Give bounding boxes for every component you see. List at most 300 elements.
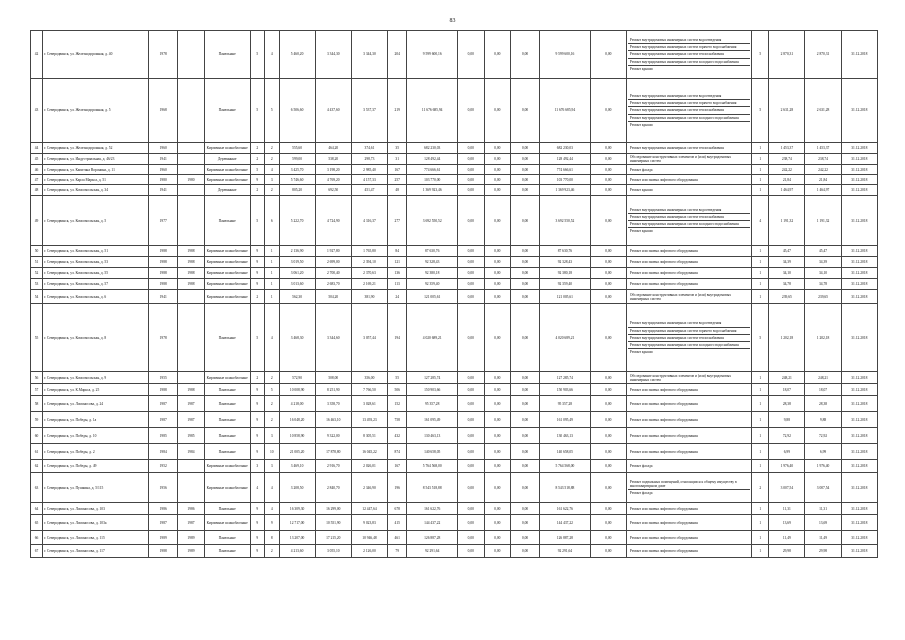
cell-date: 31.12.2018 bbox=[841, 444, 877, 460]
cell-f3: 0,00 bbox=[511, 473, 540, 503]
cell-date: 31.12.2018 bbox=[841, 185, 877, 196]
cell-lim: 1 453,37 bbox=[805, 143, 841, 154]
cell-date: 31.12.2018 bbox=[841, 503, 877, 515]
cell-y1: 1985 bbox=[149, 428, 178, 444]
cell-n: 50 bbox=[31, 246, 43, 257]
cell-s2: 16 299,00 bbox=[315, 503, 351, 515]
cell-s2: 3 358,70 bbox=[315, 396, 351, 412]
cell-address: г. Северодвинск, ул. Ломоносова, д. 115 bbox=[43, 531, 149, 545]
cell-s2: 10 551,90 bbox=[315, 515, 351, 531]
cell-fl: 9 bbox=[250, 257, 264, 268]
cell-u: 34,10 bbox=[769, 268, 805, 279]
cell-fl: 4 bbox=[250, 473, 264, 503]
cell-n: 53 bbox=[31, 279, 43, 290]
cell-fl: 5 bbox=[250, 304, 264, 372]
cell-u: 3 007,54 bbox=[769, 473, 805, 503]
cell-res: 678 bbox=[388, 503, 407, 515]
cell-address: г. Северодвинск, ул. Железнодорожная, д. 52 bbox=[43, 143, 149, 154]
table-row bbox=[31, 503, 878, 515]
cell-fl: 9 bbox=[250, 175, 264, 185]
cell-fl: 9 bbox=[250, 246, 264, 257]
work-item: Ремонт или замена лифтового оборудования bbox=[629, 417, 698, 422]
table-row bbox=[31, 372, 878, 384]
cell-res: 113 bbox=[388, 279, 407, 290]
cell-fl: 9 bbox=[250, 515, 264, 531]
cell-en: 2 bbox=[265, 545, 279, 558]
work-item: Ремонт внутридомовых инженерных систем холодного водоснабжения bbox=[628, 221, 750, 228]
cell-date: 31.12.2018 bbox=[841, 279, 877, 290]
cell-date: 31.12.2018 bbox=[841, 460, 877, 473]
table-row bbox=[31, 473, 878, 503]
cell-fl: 2 bbox=[250, 154, 264, 165]
work-item: Ремонт внутридомовых инженерных систем горячего водоснабжения bbox=[628, 44, 750, 51]
cell-address: г. Северодвинск, ул. Комсомольская, д. 9 bbox=[43, 372, 149, 384]
cell-s3: 451,47 bbox=[351, 185, 387, 196]
cell-f2: 0,00 bbox=[484, 304, 511, 372]
cell-lim: 1 191,32 bbox=[805, 196, 841, 246]
cell-f3: 0,00 bbox=[511, 268, 540, 279]
cell-res: 432 bbox=[388, 428, 407, 444]
cell-f3: 0,00 bbox=[511, 143, 540, 154]
cell-fl: 9 bbox=[250, 545, 264, 558]
cell-s1: 3 208,50 bbox=[279, 473, 315, 503]
cell-date: 31.12.2018 bbox=[841, 372, 877, 384]
works-cell bbox=[626, 290, 751, 304]
cell-n: 66 bbox=[31, 531, 43, 545]
cell-s3: 16 045,22 bbox=[351, 444, 387, 460]
cell-lim: 11,49 bbox=[805, 531, 841, 545]
cell-mat: Кирпичные шлакоблочные bbox=[204, 246, 250, 257]
cell-u: 6,99 bbox=[769, 444, 805, 460]
cell-s1: 3 468,30 bbox=[279, 304, 315, 372]
work-item: Ремонт или замена лифтового оборудования bbox=[629, 401, 698, 406]
cell-s3: 12 447,64 bbox=[351, 503, 387, 515]
cell-f3: 0,00 bbox=[511, 503, 540, 515]
cell-date: 31.12.2018 bbox=[841, 384, 877, 396]
cell-date: 31.12.2018 bbox=[841, 154, 877, 165]
cell-lim: 2 870,31 bbox=[805, 31, 841, 79]
cell-own: 92 328,43 bbox=[540, 257, 591, 268]
work-item: Ремонт или замена лифтового оборудования bbox=[629, 387, 698, 392]
cell-en: 4 bbox=[265, 473, 279, 503]
cell-lim: 21,84 bbox=[805, 175, 841, 185]
cell-address: г. Северодвинск, ул. Индустриальная, д. 46/23 bbox=[43, 154, 149, 165]
cell-address: г. Северодвинск, ул. Комсомольская, д. 6 bbox=[43, 290, 149, 304]
cell-s2: 2 699,00 bbox=[315, 257, 351, 268]
work-item: Ремонт внутридомовых инженерных систем водоотведения bbox=[628, 207, 750, 214]
cell-y2: 1988 bbox=[178, 257, 205, 268]
cell-s2: 3 344,60 bbox=[315, 304, 351, 372]
work-item: Обследование конструктивных элементов и (или) внутридомовых инженерных систем bbox=[629, 155, 732, 164]
cell-s2: 2 700,40 bbox=[315, 268, 351, 279]
cell-f2: 0,00 bbox=[484, 503, 511, 515]
cell-n: 61 bbox=[31, 444, 43, 460]
cell-own: 95 357,28 bbox=[540, 396, 591, 412]
cell-n: 58 bbox=[31, 396, 43, 412]
cell-s3: 4 316,37 bbox=[351, 196, 387, 246]
cell-u: 9,88 bbox=[769, 412, 805, 428]
cell-total: 92 291,64 bbox=[407, 545, 458, 558]
table-row bbox=[31, 545, 878, 558]
cell-res: 121 bbox=[388, 257, 407, 268]
cell-u: 29,98 bbox=[769, 545, 805, 558]
cell-lim: 34,78 bbox=[805, 279, 841, 290]
cell-date: 31.12.2018 bbox=[841, 304, 877, 372]
cell-n: 48 bbox=[31, 185, 43, 196]
cell-address: г. Северодвинск, ул. Ломоносова, д. 103 bbox=[43, 503, 149, 515]
cell-f2: 0,00 bbox=[484, 246, 511, 257]
cell-mat: Панельные bbox=[204, 545, 250, 558]
cell-f3: 0,00 bbox=[511, 185, 540, 196]
works-cell bbox=[626, 143, 751, 154]
cell-date: 31.12.2018 bbox=[841, 290, 877, 304]
cell-lim: 1 202,18 bbox=[805, 304, 841, 372]
cell-address: г. Северодвинск, ул. Комсомольская, д. 34 bbox=[43, 185, 149, 196]
cell-u: 18,07 bbox=[769, 384, 805, 396]
cell-mat: Кирпичные шлакоблочные bbox=[204, 143, 250, 154]
cell-y1: 1986 bbox=[149, 503, 178, 515]
cell-f3: 0,00 bbox=[511, 79, 540, 143]
cell-s3: 3 057,44 bbox=[351, 304, 387, 372]
cell-y2 bbox=[178, 290, 205, 304]
cell-q: 1 bbox=[752, 143, 769, 154]
cell-y1: 1989 bbox=[149, 531, 178, 545]
cell-total: 128 492,44 bbox=[407, 154, 458, 165]
work-item: Ремонт внутридомовых инженерных систем теплоснабжения bbox=[628, 214, 750, 221]
cell-n: 67 bbox=[31, 545, 43, 558]
cell-y1: 1988 bbox=[149, 384, 178, 396]
cell-u: 34,39 bbox=[769, 257, 805, 268]
cell-f1: 0,00 bbox=[458, 531, 485, 545]
works-cell bbox=[626, 372, 751, 384]
table-row bbox=[31, 246, 878, 257]
cell-n: 46 bbox=[31, 165, 43, 175]
cell-mat: Кирпичные шлакоблочные bbox=[204, 290, 250, 304]
cell-q: 1 bbox=[752, 165, 769, 175]
cell-s2: 3 344,30 bbox=[315, 31, 351, 79]
cell-f2: 0,00 bbox=[484, 268, 511, 279]
cell-res: 167 bbox=[388, 165, 407, 175]
work-item: Ремонт подвальных помещений, относящихся к общему имуществу в многоквартирном доме bbox=[628, 479, 750, 490]
cell-total: 150 903,66 bbox=[407, 384, 458, 396]
cell-fl: 9 bbox=[250, 268, 264, 279]
cell-y1: 1984 bbox=[149, 444, 178, 460]
cell-fl: 5 bbox=[250, 79, 264, 143]
cell-total: 87 630,76 bbox=[407, 246, 458, 257]
cell-own: 161 622,76 bbox=[540, 503, 591, 515]
cell-f4: 0,00 bbox=[590, 473, 626, 503]
cell-en: 10 bbox=[265, 444, 279, 460]
cell-f3: 0,00 bbox=[511, 545, 540, 558]
table-row bbox=[31, 279, 878, 290]
cell-y2: 1988 bbox=[178, 279, 205, 290]
work-item: Ремонт внутридомовых инженерных систем холодного водоснабжения bbox=[628, 59, 750, 66]
page-number: 83 bbox=[449, 18, 456, 24]
cell-n: 44 bbox=[31, 143, 43, 154]
work-item: Ремонт крыши bbox=[629, 122, 653, 127]
cell-n: 49 bbox=[31, 196, 43, 246]
cell-lim: 28,38 bbox=[805, 396, 841, 412]
work-item: Ремонт или замена лифтового оборудования bbox=[629, 249, 698, 254]
cell-q: 1 bbox=[752, 384, 769, 396]
cell-mat: Кирпичные шлакоблочные bbox=[204, 515, 250, 531]
cell-en: 3 bbox=[265, 460, 279, 473]
cell-en: 5 bbox=[265, 384, 279, 396]
cell-s3: 374,61 bbox=[351, 143, 387, 154]
cell-s1: 3 019,50 bbox=[279, 257, 315, 268]
work-item: Ремонт внутридомовых инженерных систем горячего водоснабжения bbox=[628, 100, 750, 107]
cell-mat: Панельные bbox=[204, 304, 250, 372]
cell-fl: 9 bbox=[250, 428, 264, 444]
work-item: Ремонт фасада bbox=[629, 491, 653, 496]
cell-res: 506 bbox=[388, 384, 407, 396]
cell-en: 4 bbox=[265, 503, 279, 515]
works-cell bbox=[626, 444, 751, 460]
cell-u: 21,84 bbox=[769, 175, 805, 185]
cell-f1: 0,00 bbox=[458, 154, 485, 165]
cell-u: 34,78 bbox=[769, 279, 805, 290]
cell-date: 31.12.2018 bbox=[841, 531, 877, 545]
cell-date: 31.12.2018 bbox=[841, 473, 877, 503]
cell-y2: 1980 bbox=[178, 175, 205, 185]
table-row bbox=[31, 412, 878, 428]
table-row bbox=[31, 304, 878, 372]
cell-u: 11,31 bbox=[769, 503, 805, 515]
cell-y1: 1978 bbox=[149, 304, 178, 372]
cell-u: 72,92 bbox=[769, 428, 805, 444]
cell-u: 28,38 bbox=[769, 396, 805, 412]
cell-total: 8 543 518,88 bbox=[407, 473, 458, 503]
cell-mat: Панельные bbox=[204, 503, 250, 515]
capital-repair-table bbox=[30, 30, 878, 558]
cell-total: 121 005,61 bbox=[407, 290, 458, 304]
cell-total: 5 764 568,00 bbox=[407, 460, 458, 473]
cell-res: 136 bbox=[388, 268, 407, 279]
cell-mat: Деревянные bbox=[204, 154, 250, 165]
cell-f4: 0,00 bbox=[590, 31, 626, 79]
cell-n: 51 bbox=[31, 257, 43, 268]
cell-fl: 9 bbox=[250, 396, 264, 412]
cell-f2: 0,00 bbox=[484, 31, 511, 79]
cell-f3: 0,00 bbox=[511, 154, 540, 165]
cell-en: 5 bbox=[265, 79, 279, 143]
cell-res: 277 bbox=[388, 196, 407, 246]
cell-en: 1 bbox=[265, 268, 279, 279]
table-row bbox=[31, 384, 878, 396]
cell-q: 1 bbox=[752, 290, 769, 304]
cell-s2: 4 437,60 bbox=[315, 79, 351, 143]
cell-total: 774 666,61 bbox=[407, 165, 458, 175]
cell-lim: 6,99 bbox=[805, 444, 841, 460]
cell-n: 62 bbox=[31, 460, 43, 473]
cell-date: 31.12.2018 bbox=[841, 196, 877, 246]
cell-f1: 0,00 bbox=[458, 279, 485, 290]
cell-y2 bbox=[178, 304, 205, 372]
cell-f1: 0,00 bbox=[458, 79, 485, 143]
cell-en: 2 bbox=[265, 185, 279, 196]
cell-res: 874 bbox=[388, 444, 407, 460]
cell-y2: 1984 bbox=[178, 444, 205, 460]
cell-f4: 0,00 bbox=[590, 165, 626, 175]
cell-own: 1 369 923,46 bbox=[540, 185, 591, 196]
cell-date: 31.12.2018 bbox=[841, 257, 877, 268]
cell-y2 bbox=[178, 165, 205, 175]
cell-y2 bbox=[178, 185, 205, 196]
cell-y2 bbox=[178, 143, 205, 154]
cell-own: 144 437,22 bbox=[540, 515, 591, 531]
cell-y2: 1989 bbox=[178, 545, 205, 558]
cell-total: 4 020 689,21 bbox=[407, 304, 458, 372]
cell-f1: 0,00 bbox=[458, 384, 485, 396]
work-item: Ремонт или замена лифтового оборудования bbox=[629, 282, 698, 287]
cell-u: 1 464,97 bbox=[769, 185, 805, 196]
cell-en: 3 bbox=[265, 428, 279, 444]
cell-f1: 0,00 bbox=[458, 196, 485, 246]
cell-lim: 9,88 bbox=[805, 412, 841, 428]
cell-s3: 2 169,21 bbox=[351, 279, 387, 290]
cell-u: 2 631,28 bbox=[769, 79, 805, 143]
cell-res: 758 bbox=[388, 412, 407, 428]
works-cell bbox=[626, 473, 751, 503]
cell-total: 95 357,28 bbox=[407, 396, 458, 412]
cell-f2: 0,00 bbox=[484, 154, 511, 165]
works-cell bbox=[626, 257, 751, 268]
cell-s2: 2 840,70 bbox=[315, 473, 351, 503]
cell-address: г. Северодвинск, ул. К.Маркса, д. 25 bbox=[43, 384, 149, 396]
cell-address: г. Северодвинск, ул. Ломоносова, д. 24 bbox=[43, 396, 149, 412]
cell-y2 bbox=[178, 79, 205, 143]
cell-f3: 0,00 bbox=[511, 196, 540, 246]
cell-fl: 2 bbox=[250, 290, 264, 304]
table-row bbox=[31, 268, 878, 279]
cell-y1: 1960 bbox=[149, 165, 178, 175]
cell-f1: 0,00 bbox=[458, 246, 485, 257]
table-row bbox=[31, 185, 878, 196]
work-item: Ремонт или замена лифтового оборудования bbox=[629, 433, 698, 438]
cell-u: 13,69 bbox=[769, 515, 805, 531]
cell-y2: 1987 bbox=[178, 515, 205, 531]
cell-fl: 9 bbox=[250, 279, 264, 290]
cell-mat: Панельные bbox=[204, 31, 250, 79]
cell-res: 48 bbox=[388, 185, 407, 196]
table-row bbox=[31, 515, 878, 531]
cell-y1: 1968 bbox=[149, 79, 178, 143]
cell-u: 238,74 bbox=[769, 154, 805, 165]
cell-s1: 13 207,00 bbox=[279, 531, 315, 545]
cell-s3: 356,00 bbox=[351, 372, 387, 384]
cell-n: 45 bbox=[31, 154, 43, 165]
cell-s3: 3 537,37 bbox=[351, 79, 387, 143]
cell-res: 84 bbox=[388, 246, 407, 257]
cell-s1: 3 469,10 bbox=[279, 460, 315, 473]
work-item: Ремонт крыши bbox=[629, 188, 653, 193]
cell-address: г. Северодвинск, ул. Победы, д. 10 bbox=[43, 428, 149, 444]
cell-en: 1 bbox=[265, 290, 279, 304]
work-item: Ремонт внутридомовых инженерных систем теплоснабжения bbox=[628, 107, 750, 114]
cell-res: 257 bbox=[388, 175, 407, 185]
cell-total: 144 437,22 bbox=[407, 515, 458, 531]
cell-lim: 3 007,54 bbox=[805, 473, 841, 503]
table-row bbox=[31, 79, 878, 143]
cell-date: 31.12.2018 bbox=[841, 31, 877, 79]
cell-total: 1 369 923,46 bbox=[407, 185, 458, 196]
cell-lim: 11,31 bbox=[805, 503, 841, 515]
cell-date: 31.12.2018 bbox=[841, 396, 877, 412]
cell-y1: 1988 bbox=[149, 268, 178, 279]
cell-s2: 2 683,70 bbox=[315, 279, 351, 290]
cell-f2: 0,00 bbox=[484, 185, 511, 196]
cell-own: 103 770,00 bbox=[540, 175, 591, 185]
cell-s1: 10 858,90 bbox=[279, 428, 315, 444]
cell-f4: 0,00 bbox=[590, 196, 626, 246]
cell-address: г. Северодвинск, ул. Победы, д. 49 bbox=[43, 460, 149, 473]
cell-q: 1 bbox=[752, 460, 769, 473]
cell-date: 31.12.2018 bbox=[841, 143, 877, 154]
table-row bbox=[31, 175, 878, 185]
cell-u: 1 976,40 bbox=[769, 460, 805, 473]
cell-f4: 0,00 bbox=[590, 268, 626, 279]
cell-address: г. Северодвинск, ул. Карла Маркса, д. 51 bbox=[43, 175, 149, 185]
cell-f4: 0,00 bbox=[590, 154, 626, 165]
cell-y1: 1988 bbox=[149, 545, 178, 558]
cell-res: 35 bbox=[388, 143, 407, 154]
works-cell bbox=[626, 515, 751, 531]
cell-en: 1 bbox=[265, 246, 279, 257]
cell-own: 3 692 550,52 bbox=[540, 196, 591, 246]
work-item: Ремонт внутридомовых инженерных систем водоотведения bbox=[628, 37, 750, 44]
cell-own: 9 599 600,16 bbox=[540, 31, 591, 79]
work-item: Ремонт фасада bbox=[629, 167, 653, 172]
cell-y1: 1988 bbox=[149, 257, 178, 268]
cell-f3: 0,00 bbox=[511, 246, 540, 257]
cell-f4: 0,00 bbox=[590, 175, 626, 185]
cell-lim: 1 464,97 bbox=[805, 185, 841, 196]
cell-n: 64 bbox=[31, 503, 43, 515]
work-item: Ремонт внутридомовых инженерных систем теплоснабжения bbox=[628, 51, 750, 58]
cell-date: 31.12.2018 bbox=[841, 268, 877, 279]
cell-s3: 8 305,51 bbox=[351, 428, 387, 444]
cell-f1: 0,00 bbox=[458, 268, 485, 279]
cell-en: 9 bbox=[265, 515, 279, 531]
cell-u: 242,22 bbox=[769, 165, 805, 175]
cell-s2: 17 878,80 bbox=[315, 444, 351, 460]
cell-own: 161 095,49 bbox=[540, 412, 591, 428]
cell-own: 11 676 685,94 bbox=[540, 79, 591, 143]
work-item: Ремонт или замена лифтового оборудования bbox=[629, 549, 698, 554]
cell-date: 31.12.2018 bbox=[841, 545, 877, 558]
cell-mat: Кирпичные шлакоблочные bbox=[204, 460, 250, 473]
cell-f1: 0,00 bbox=[458, 304, 485, 372]
cell-address: г. Северодвинск, ул. Комсомольская, д. 51 bbox=[43, 246, 149, 257]
cell-f4: 0,00 bbox=[590, 372, 626, 384]
cell-en: 2 bbox=[265, 372, 279, 384]
works-cell bbox=[626, 154, 751, 165]
table-row bbox=[31, 460, 878, 473]
cell-f2: 0,00 bbox=[484, 545, 511, 558]
cell-lim: 248,21 bbox=[805, 372, 841, 384]
cell-f3: 0,00 bbox=[511, 460, 540, 473]
cell-s3: 10 946,48 bbox=[351, 531, 387, 545]
cell-f1: 0,00 bbox=[458, 428, 485, 444]
cell-s1: 5 222,70 bbox=[279, 196, 315, 246]
cell-mat: Панельные bbox=[204, 79, 250, 143]
cell-lim: 29,98 bbox=[805, 545, 841, 558]
cell-lim: 34,39 bbox=[805, 257, 841, 268]
works-cell bbox=[626, 304, 751, 372]
cell-address: г. Северодвинск, ул. Комсомольская, д. 57 bbox=[43, 279, 149, 290]
cell-f4: 0,00 bbox=[590, 460, 626, 473]
cell-q: 5 bbox=[752, 304, 769, 372]
